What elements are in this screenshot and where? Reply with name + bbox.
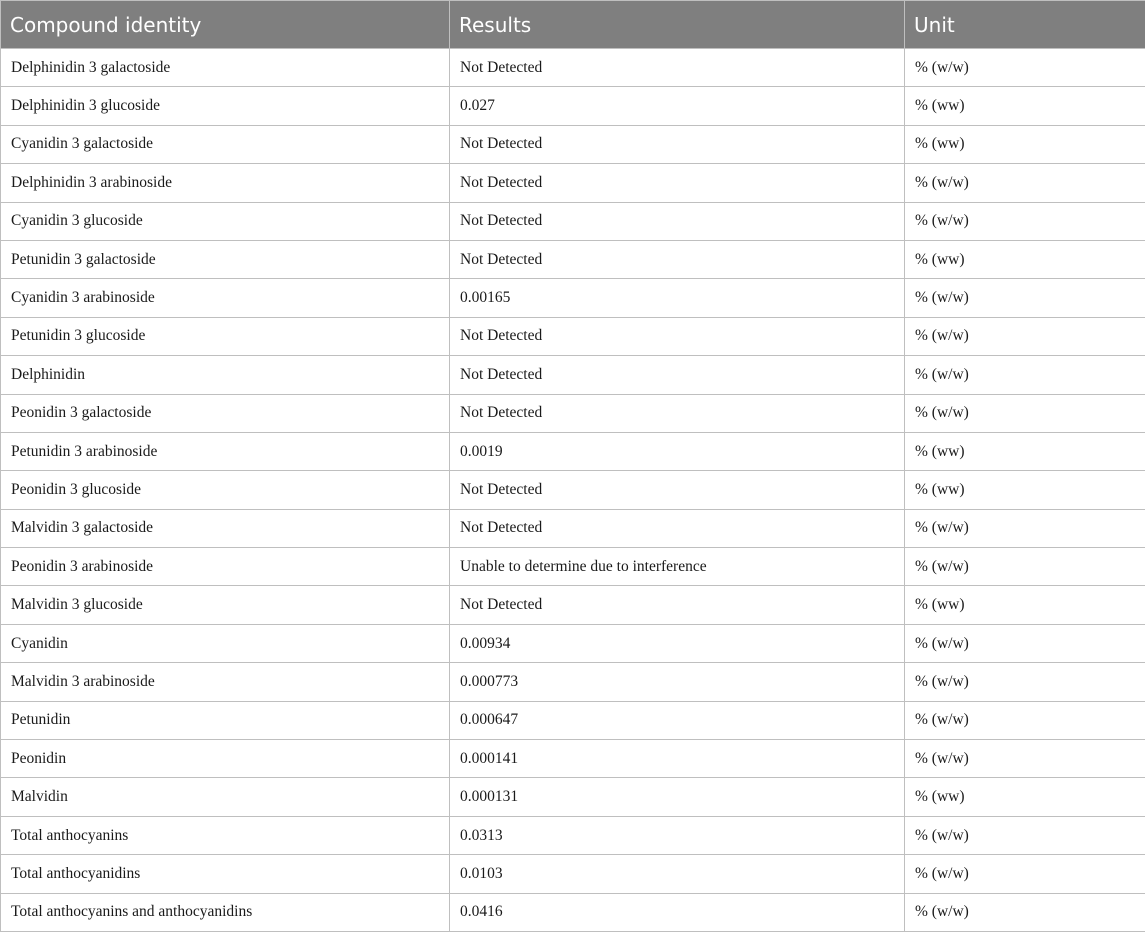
unit-cell: % (w/w) <box>905 279 1145 317</box>
compound-cell: Malvidin 3 glucoside <box>1 586 450 624</box>
result-cell: Not Detected <box>450 125 905 163</box>
result-cell: 0.0313 <box>450 816 905 854</box>
compound-cell: Petunidin 3 arabinoside <box>1 432 450 470</box>
unit-cell: % (w/w) <box>905 509 1145 547</box>
table-row <box>1 164 1145 202</box>
compound-cell: Malvidin 3 galactoside <box>1 509 450 547</box>
compound-cell: Peonidin 3 galactoside <box>1 394 450 432</box>
result-cell: 0.0019 <box>450 432 905 470</box>
result-cell: 0.0416 <box>450 893 905 931</box>
table-row <box>1 49 1145 87</box>
table-row <box>1 893 1145 931</box>
table-row <box>1 663 1145 701</box>
table-row <box>1 432 1145 470</box>
table-row <box>1 855 1145 893</box>
result-cell: 0.000647 <box>450 701 905 739</box>
table-row <box>1 240 1145 278</box>
unit-cell: % (ww) <box>905 471 1145 509</box>
unit-cell: % (ww) <box>905 87 1145 125</box>
table-row <box>1 87 1145 125</box>
unit-cell: % (w/w) <box>905 356 1145 394</box>
compound-cell: Peonidin 3 arabinoside <box>1 548 450 586</box>
compound-cell: Delphinidin 3 arabinoside <box>1 164 450 202</box>
table-row <box>1 394 1145 432</box>
result-cell: Not Detected <box>450 509 905 547</box>
column-header-unit: Unit <box>905 1 1145 49</box>
unit-cell: % (w/w) <box>905 663 1145 701</box>
table-row <box>1 740 1145 778</box>
result-cell: Not Detected <box>450 49 905 87</box>
result-cell: 0.00934 <box>450 624 905 662</box>
compound-cell: Cyanidin <box>1 624 450 662</box>
compound-cell: Malvidin 3 arabinoside <box>1 663 450 701</box>
result-cell: 0.00165 <box>450 279 905 317</box>
unit-cell: % (w/w) <box>905 893 1145 931</box>
table-row <box>1 701 1145 739</box>
result-cell: Not Detected <box>450 202 905 240</box>
compound-cell: Cyanidin 3 galactoside <box>1 125 450 163</box>
table-row <box>1 624 1145 662</box>
unit-cell: % (w/w) <box>905 855 1145 893</box>
unit-cell: % (w/w) <box>905 202 1145 240</box>
table-row <box>1 471 1145 509</box>
compound-cell: Petunidin 3 glucoside <box>1 317 450 355</box>
compound-cell: Total anthocyanins and anthocyanidins <box>1 893 450 931</box>
column-header-results: Results <box>450 1 905 49</box>
result-cell: 0.027 <box>450 87 905 125</box>
unit-cell: % (w/w) <box>905 740 1145 778</box>
result-cell: Unable to determine due to interference <box>450 548 905 586</box>
compound-cell: Petunidin <box>1 701 450 739</box>
result-cell: Not Detected <box>450 317 905 355</box>
compound-cell: Total anthocyanins <box>1 816 450 854</box>
unit-cell: % (ww) <box>905 778 1145 816</box>
compound-cell: Cyanidin 3 arabinoside <box>1 279 450 317</box>
result-cell: Not Detected <box>450 394 905 432</box>
table-row <box>1 509 1145 547</box>
unit-cell: % (w/w) <box>905 624 1145 662</box>
result-cell: 0.000773 <box>450 663 905 701</box>
table-row <box>1 279 1145 317</box>
compound-cell: Delphinidin 3 glucoside <box>1 87 450 125</box>
unit-cell: % (w/w) <box>905 49 1145 87</box>
compound-cell: Petunidin 3 galactoside <box>1 240 450 278</box>
unit-cell: % (w/w) <box>905 816 1145 854</box>
result-cell: Not Detected <box>450 356 905 394</box>
unit-cell: % (w/w) <box>905 394 1145 432</box>
column-header-compound: Compound identity <box>1 1 450 49</box>
result-cell: 0.000141 <box>450 740 905 778</box>
compound-cell: Malvidin <box>1 778 450 816</box>
compound-cell: Total anthocyanidins <box>1 855 450 893</box>
unit-cell: % (w/w) <box>905 701 1145 739</box>
result-cell: Not Detected <box>450 471 905 509</box>
unit-cell: % (w/w) <box>905 317 1145 355</box>
table-row <box>1 125 1145 163</box>
unit-cell: % (w/w) <box>905 164 1145 202</box>
table-row <box>1 317 1145 355</box>
table-row <box>1 778 1145 816</box>
result-cell: 0.000131 <box>450 778 905 816</box>
unit-cell: % (w/w) <box>905 548 1145 586</box>
compound-cell: Peonidin <box>1 740 450 778</box>
unit-cell: % (ww) <box>905 240 1145 278</box>
unit-cell: % (ww) <box>905 432 1145 470</box>
table-row <box>1 816 1145 854</box>
compound-cell: Delphinidin 3 galactoside <box>1 49 450 87</box>
header-row <box>1 1 1145 49</box>
table-row <box>1 202 1145 240</box>
table-row <box>1 356 1145 394</box>
table-row <box>1 548 1145 586</box>
unit-cell: % (ww) <box>905 586 1145 624</box>
compound-cell: Cyanidin 3 glucoside <box>1 202 450 240</box>
result-cell: Not Detected <box>450 586 905 624</box>
result-cell: 0.0103 <box>450 855 905 893</box>
unit-cell: % (ww) <box>905 125 1145 163</box>
compound-cell: Peonidin 3 glucoside <box>1 471 450 509</box>
compound-cell: Delphinidin <box>1 356 450 394</box>
result-cell: Not Detected <box>450 240 905 278</box>
table-row <box>1 586 1145 624</box>
table-body <box>1 49 1145 932</box>
result-cell: Not Detected <box>450 164 905 202</box>
